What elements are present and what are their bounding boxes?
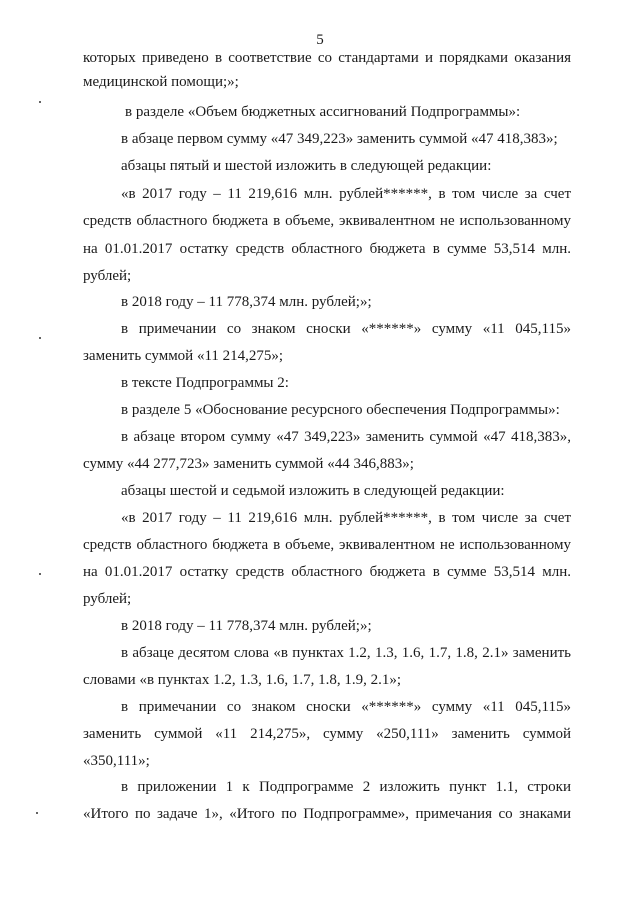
scan-speck [39, 101, 41, 103]
text-line: рублей; [83, 591, 132, 607]
text-line: «в 2017 году – 11 219,616 млн. рублей******, в том числе за счет [121, 186, 571, 202]
text-line: в абзаце первом сумму «47 349,223» заменить суммой «47 418,383»; [121, 131, 558, 147]
text-line: «Итого по задаче 1», «Итого по Подпрограмме», примечания со знаками [83, 806, 571, 822]
text-line: в абзаце втором сумму «47 349,223» заменить суммой «47 418,383», [121, 429, 571, 445]
text-line: в приложении 1 к Подпрограмме 2 изложить пункт 1.1, строки [121, 779, 571, 795]
scan-speck [39, 337, 41, 339]
text-line: в абзаце десятом слова «в пунктах 1.2, 1.3, 1.6, 1.7, 1.8, 2.1» заменить [121, 645, 571, 661]
text-line: средств областного бюджета в объеме, эквивалентном не использованному [83, 537, 571, 553]
text-line: рублей; [83, 268, 132, 284]
text-line: медицинской помощи;»; [83, 74, 239, 90]
text-line: в тексте Подпрограммы 2: [121, 375, 289, 391]
text-line: в 2018 году – 11 778,374 млн. рублей;»; [121, 294, 372, 310]
text-line: в примечании со знаком сноски «******» сумму «11 045,115» [121, 321, 571, 337]
text-line: заменить суммой «11 214,275», сумму «250,111» заменить суммой [83, 726, 571, 742]
text-line: в 2018 году – 11 778,374 млн. рублей;»; [121, 618, 372, 634]
text-line: сумму «44 277,723» заменить суммой «44 346,883»; [83, 456, 414, 472]
text-line: в примечании со знаком сноски «******» сумму «11 045,115» [121, 699, 571, 715]
text-line: в разделе 5 «Обоснование ресурсного обеспечения Подпрограммы»: [121, 402, 560, 418]
text-line: «в 2017 году – 11 219,616 млн. рублей******, в том числе за счет [121, 510, 571, 526]
text-line: «350,111»; [83, 753, 150, 769]
scan-speck [36, 812, 38, 814]
scan-speck [39, 573, 41, 575]
text-line: заменить суммой «11 214,275»; [83, 348, 284, 364]
page-number: 5 [316, 32, 324, 48]
text-line: средств областного бюджета в объеме, эквивалентном не использованному [83, 213, 571, 229]
text-line: абзацы пятый и шестой изложить в следующей редакции: [121, 158, 492, 174]
text-line: абзацы шестой и седьмой изложить в следующей редакции: [121, 483, 505, 499]
text-line: словами «в пунктах 1.2, 1.3, 1.6, 1.7, 1.8, 1.9, 2.1»; [83, 672, 401, 688]
text-line: в разделе «Объем бюджетных ассигнований Подпрограммы»: [125, 104, 521, 120]
text-line: на 01.01.2017 остатку средств областного бюджета в сумме 53,514 млн. [83, 241, 571, 257]
text-line: которых приведено в соответствие со стандартами и порядками оказания [83, 50, 571, 66]
text-line: на 01.01.2017 остатку средств областного бюджета в сумме 53,514 млн. [83, 564, 571, 580]
